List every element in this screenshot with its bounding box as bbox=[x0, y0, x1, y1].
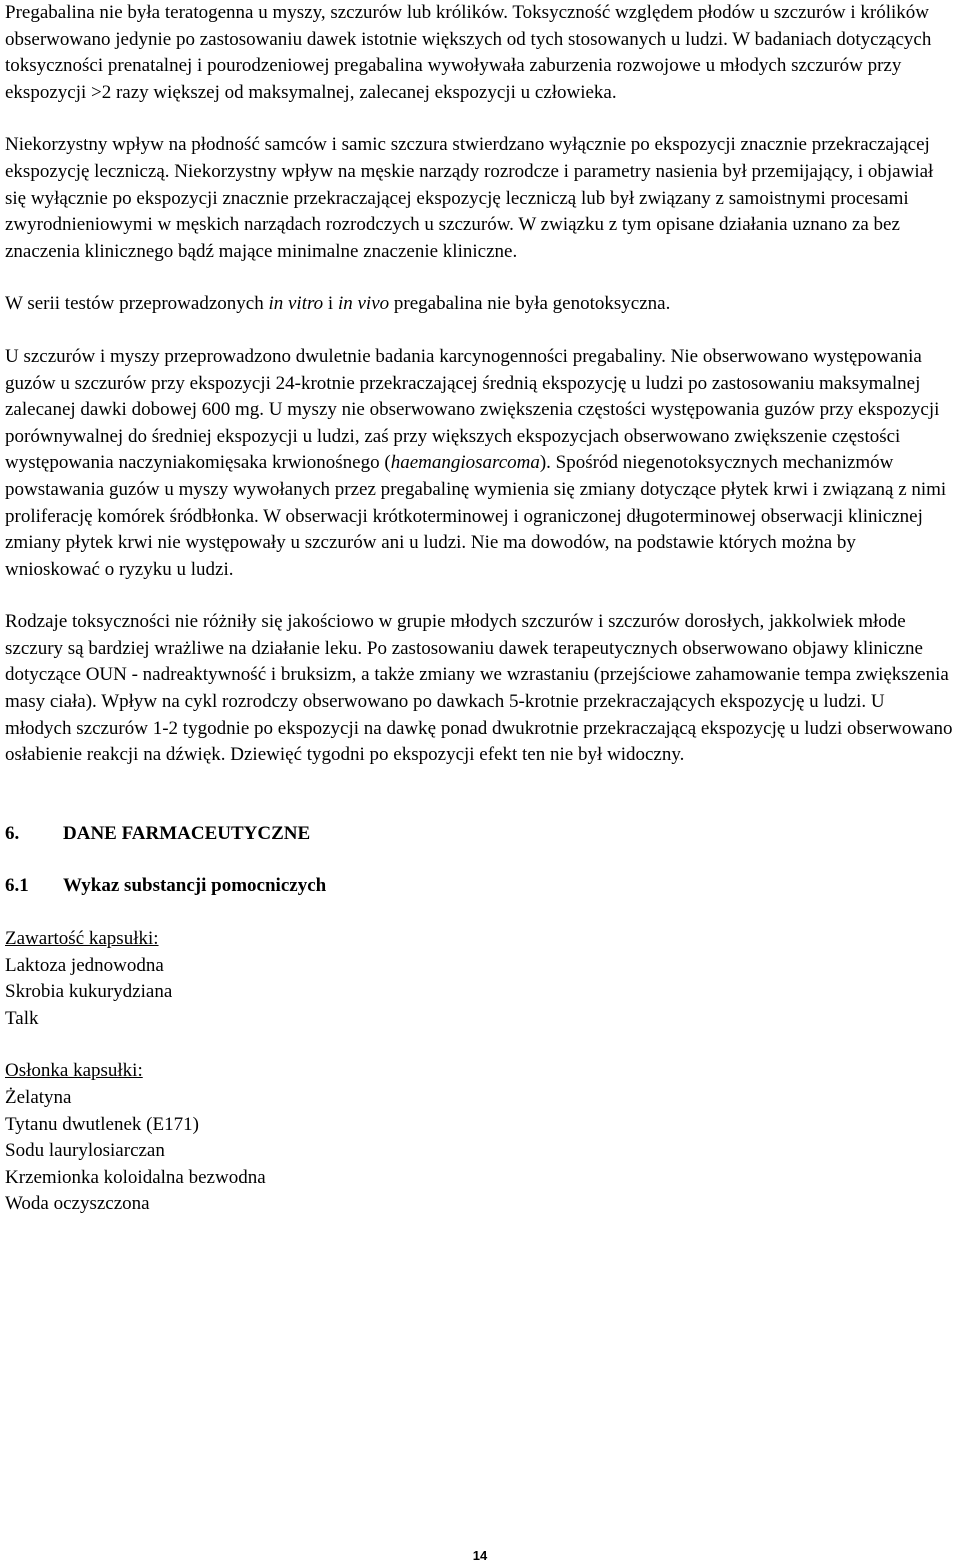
page-number: 14 bbox=[472, 1548, 488, 1563]
italic-term: haemangiosarcoma bbox=[390, 452, 540, 474]
section-number: 6. bbox=[5, 822, 20, 844]
paragraph-text: Niekorzystny wpływ na płodność samców i samic szczura stwierdzano wyłącznie po ekspozycji znacznie przekraczającej ekspozycję leczniczą. Niekorzystny wpływ na męskie narządy rozrodcze i parametry nasienia był przemijający, i objawiał się wyłącznie po ekspozycji znacznie przekraczającej ekspozycję leczniczą lub był związany z samoistnymi procesami zwyrodnieniowymi w męskich narządach rozrodczych u szczurów. W związku z tym opisane działania uznano za bez znaczenia klinicznego bądź mające minimalne znaczenie kliniczne. bbox=[5, 134, 934, 262]
paragraph-text: U szczurów i myszy przeprowadzono dwuletnie badania karcynogenności pregabaliny. Nie obserwowano występowania guzów u szczurów przy ekspozycji 24-krotnie przekraczającej średnią ekspozycję u ludzi po zastosowaniu maksymalnej zalecanej dawki dobowej 600 mg. U myszy nie obserwowano zwiększenia częstości występowania guzów przy ekspozycji porównywalnej do średniej ekspozycji u ludzi, zaś przy większych ekspozycjach obserwowano zwiększenie częstości występowania naczyniakomięsaka krwionośnego ( bbox=[5, 345, 940, 474]
paragraph-text: W serii testów przeprowadzonych bbox=[5, 293, 269, 315]
capsule-content-heading: Zawartość kapsułki: bbox=[5, 928, 159, 950]
list-item: Laktoza jednowodna bbox=[5, 954, 164, 976]
paragraph-text: Pregabalina nie była teratogenna u myszy, szczurów lub królików. Toksyczność względem płodów u szczurów i królików obserwowano jedynie po zastosowaniu dawek istotnie większych od tych stosowanych u ludzi. W badaniach dotyczących toksyczności prenatalnej i pourodzeniowej pregabalina wywoływała zaburzenia rozwojowe u młodych szczurów przy ekspozycji >2 razy większej od maksymalnej, zalecanej ekspozycji u człowieka. bbox=[5, 2, 932, 103]
paragraph-text: ). Spośród niegenotoksycznych mechanizmów powstawania guzów u myszy wywołanych przez pregabalinę wymienia się zmiany dotyczące płytek krwi i związaną z nimi proliferację komórek śródbłonka. W obserwacji krótkoterminowej i ograniczonej długoterminowej obserwacji klinicznej zmiany płytek krwi nie występowały u szczurów ani u ludzi. Nie ma dowodów, na podstawie których można by wnioskować o ryzyku u ludzi. bbox=[5, 452, 947, 580]
paragraph-teratogenicity bbox=[5, 0, 955, 106]
list-item: Żelatyna bbox=[5, 1087, 72, 1108]
section-heading-6-1 bbox=[5, 873, 955, 900]
paragraph-text: Rodzaje toksyczności nie różniły się jakościowo w grupie młodych szczurów i szczurów dorosłych, jakkolwiek młode szczury są bardziej wrażliwe na działanie leku. Po zastosowaniu dawek terapeutycznych obserwowano objawy kliniczne dotyczące OUN - nadreaktywność i bruksizm, a także zmiany we wzrastaniu (przejściowe zahamowanie tempa zwiększenia masy ciała). Wpływ na cykl rozrodczy obserwowano po dawkach 5-krotnie przekraczających ekspozycję u ludzi. U młodych szczurów 1-2 tygodnie po ekspozycji na dawkę ponad dwukrotnie przekraczającą ekspozycję u ludzi obserwowano osłabienie reakcji na dźwięk. Dziewięć tygodni po ekspozycji efekt ten nie był widoczny. bbox=[5, 611, 953, 766]
list-item: Woda oczyszczona bbox=[5, 1193, 150, 1215]
list-item: Skrobia kukurydziana bbox=[5, 981, 173, 1003]
paragraph-fertility bbox=[5, 132, 955, 265]
paragraph-carcinogenicity bbox=[5, 344, 955, 583]
capsule-shell-block bbox=[5, 1058, 955, 1218]
italic-term: in vitro bbox=[268, 293, 324, 315]
capsule-content-block bbox=[5, 926, 955, 1032]
list-item: Sodu laurylosiarczan bbox=[5, 1140, 165, 1162]
list-item: Talk bbox=[5, 1007, 39, 1029]
document-page bbox=[5, 0, 955, 1218]
italic-term: in vivo bbox=[337, 293, 390, 315]
list-item: Krzemionka koloidalna bezwodna bbox=[5, 1166, 266, 1188]
paragraph-genotoxicity bbox=[5, 291, 955, 318]
paragraph-text: i bbox=[323, 293, 338, 315]
capsule-shell-heading: Osłonka kapsułki: bbox=[5, 1060, 143, 1082]
section-title: Wykaz substancji pomocniczych bbox=[63, 875, 327, 897]
section-heading-6 bbox=[5, 821, 955, 848]
paragraph-juvenile-toxicity bbox=[5, 609, 955, 769]
paragraph-text: pregabalina nie była genotoksyczna. bbox=[389, 293, 671, 315]
list-item: Tytanu dwutlenek (E171) bbox=[5, 1113, 199, 1135]
section-title: DANE FARMACEUTYCZNE bbox=[63, 822, 311, 844]
section-number: 6.1 bbox=[5, 875, 29, 897]
